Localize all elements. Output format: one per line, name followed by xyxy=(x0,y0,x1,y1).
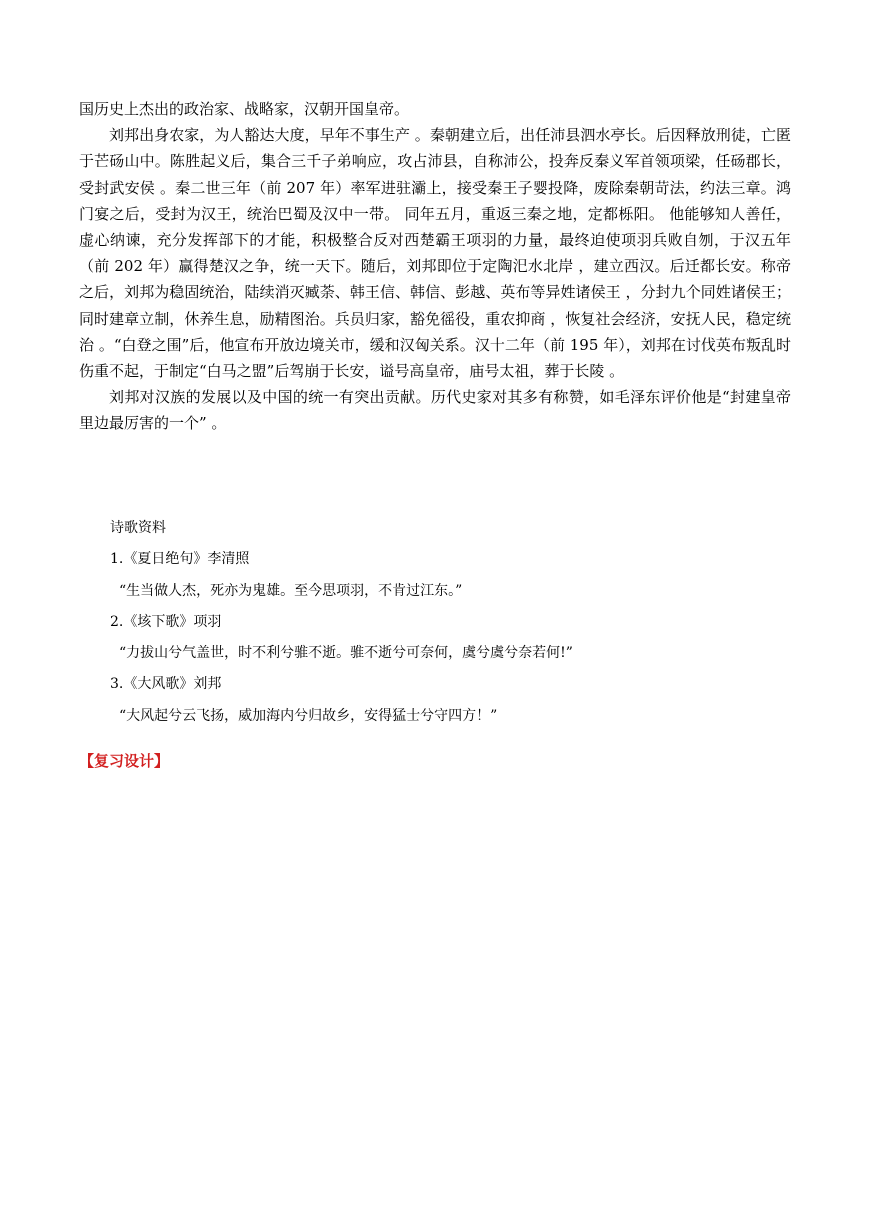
paragraph-intro-continuation: 国历史上杰出的政治家、战略家，汉朝开国皇帝。 xyxy=(79,100,410,118)
poem-quote: “生当做人杰，死亦为鬼雄。至今思项羽，不肯过江东。” xyxy=(119,582,463,599)
biography-text xyxy=(79,96,791,437)
review-design-heading: 【复习设计】 xyxy=(79,752,170,770)
poem-title: 3.《大风歌》刘邦 xyxy=(110,676,222,693)
poetry-heading: 诗歌资料 xyxy=(110,520,166,536)
poetry-section xyxy=(110,513,810,732)
paragraph-biography: 刘邦出身农家，为人豁达大度，早年不事生产 。秦朝建立后，出任沛县泗水亭长。后因释放刑徒，亡匿于芒砀山中。陈胜起义后，集合三千子弟响应，攻占沛县，自称沛公，投奔反秦义军首领项梁，任砀郡长，受封武安侯 。秦二世三年（前 207 年）率军进驻灞上，接受秦王子婴投降，废除秦朝苛法，约法三章。鸿门宴之后，受封为汉王，统治巴蜀及汉中一带。 同年五月，重返三秦之地，定都栎阳。 他能够知人善任，虚心纳谏，充分发挥部下的才能，积极整合反对西楚霸王项羽的力量，最终迫使项羽兵败自刎，于汉五年（前 202 年）赢得楚汉之争，统一天下。随后，刘邦即位于定陶汜水北岸 ，建立西汉。后迁都长安。称帝之后，刘邦为稳固统治，陆续消灭臧荼、韩王信、韩信、彭越、英布等异姓诸侯王 ，分封九个同姓诸侯王；同时建章立制，休养生息，励精图治。兵员归家，豁免徭役，重农抑商 ，恢复社会经济，安抚人民，稳定统治 。“白登之围”后，他宣布开放边境关市，缓和汉匈关系。汉十二年（前 195 年），刘邦在讨伐英布叛乱时伤重不起，于制定“白马之盟”后驾崩于长安，谥号高皇帝，庙号太祖，葬于长陵 。 xyxy=(79,126,791,381)
paragraph-evaluation: 刘邦对汉族的发展以及中国的统一有突出贡献。历代史家对其多有称赞，如毛泽东评价他是“封建皇帝里边最厉害的一个” 。 xyxy=(79,388,791,433)
poem-title: 1.《夏日绝句》李清照 xyxy=(110,551,250,568)
poem-quote: “大风起兮云飞扬，威加海内兮归故乡，安得猛士兮守四方！” xyxy=(119,707,498,724)
poem-title: 2.《垓下歌》项羽 xyxy=(110,613,222,630)
poem-quote: “力拔山兮气盖世，时不利兮骓不逝。骓不逝兮可奈何，虞兮虞兮奈若何!” xyxy=(119,645,573,662)
